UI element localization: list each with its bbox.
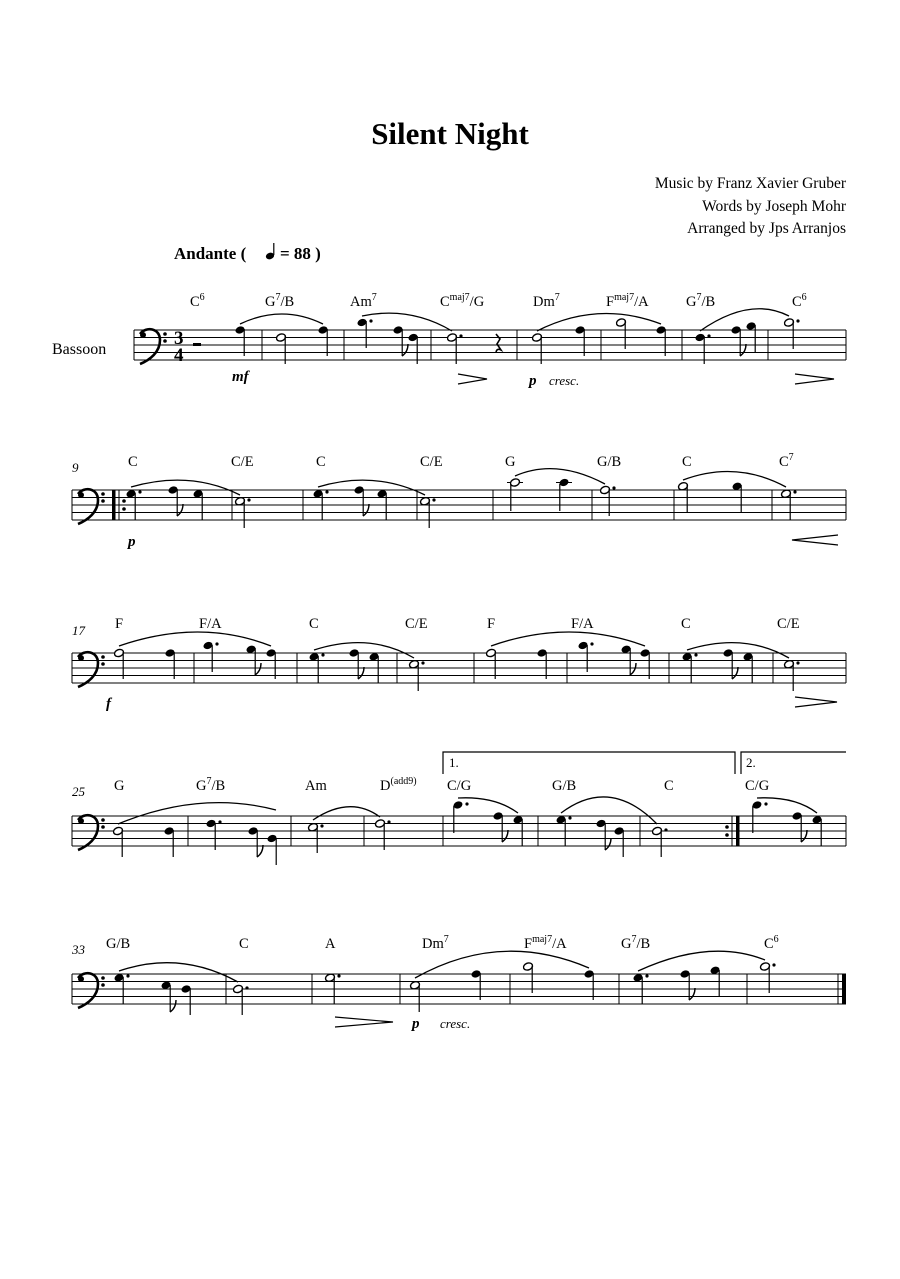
tempo-label: Andante ( (174, 244, 247, 263)
note (266, 648, 277, 679)
score-title: Silent Night (371, 116, 529, 151)
note (165, 648, 176, 679)
note (537, 648, 548, 679)
chord-symbol: F/A (571, 616, 594, 632)
chord-symbol: C/G (745, 778, 770, 794)
note (652, 826, 668, 857)
system-1 (134, 292, 846, 389)
chord-symbols (128, 452, 794, 470)
chord-symbol: $C^6$ (190, 292, 205, 310)
chord-symbol: $G^7/B$ (621, 934, 651, 952)
hairpins (335, 1017, 393, 1027)
note (752, 800, 768, 833)
volta-2-bracket (741, 752, 846, 774)
staff-lines (134, 330, 846, 360)
measure-number: 9 (72, 460, 79, 475)
chord-symbol: $G^7/B$ (265, 292, 295, 310)
volta-2-label: 2. (746, 755, 756, 770)
note (309, 652, 325, 683)
bass-clef-icon (78, 973, 105, 1008)
chord-symbol: A (325, 936, 336, 952)
staff-lines (72, 490, 846, 520)
note (513, 815, 524, 846)
chord-symbol: Dm$^7$ (422, 934, 449, 952)
chord-symbol: C (664, 778, 674, 794)
hairpins (795, 697, 837, 707)
chord-symbol: C (681, 616, 691, 632)
cresc-text: cresc. (549, 373, 580, 388)
dynamic-f: f (106, 696, 111, 712)
note (267, 834, 278, 865)
note (276, 333, 287, 364)
chord-symbol: F (487, 616, 496, 632)
bass-clef-icon (78, 815, 105, 850)
measure-number: 25 (72, 784, 85, 799)
hairpins (792, 535, 838, 545)
chord-symbol: C/G (447, 778, 472, 794)
note (369, 652, 380, 683)
chord-symbol: G (505, 454, 516, 470)
note (325, 973, 341, 1004)
note (556, 478, 572, 511)
chord-symbols (190, 292, 807, 310)
dynamic-p: p (529, 373, 537, 389)
note (532, 333, 543, 364)
note (507, 478, 523, 511)
note (408, 333, 419, 364)
slurs (118, 797, 817, 824)
system-5 (71, 934, 846, 1032)
note (621, 644, 636, 675)
note (746, 321, 757, 352)
chord-symbol: Am (305, 778, 327, 794)
dynamic-mf: mf (232, 369, 249, 385)
chord-symbols (114, 776, 770, 794)
cresc-text: cresc. (440, 1016, 471, 1031)
chord-symbol: C (128, 454, 138, 470)
dynamic-p: p (412, 1016, 420, 1032)
chord-symbol: $D^{(add9)}$ (380, 776, 417, 794)
chord-symbol: $C^7$ (779, 452, 794, 470)
volta-1-bracket (443, 752, 735, 774)
note (556, 815, 572, 846)
note (235, 325, 246, 356)
chord-symbol: Dm$^7$ (533, 292, 560, 310)
note (313, 489, 329, 520)
instrument-name: Bassoon (52, 341, 107, 358)
volta-brackets (443, 752, 846, 774)
measure-number: 17 (72, 623, 85, 638)
measure-number: 33 (72, 942, 85, 957)
note (193, 489, 204, 520)
lyricist-credit: Words by Joseph Mohr (702, 198, 846, 215)
note (486, 648, 497, 679)
hairpins (458, 374, 834, 384)
note (760, 962, 776, 993)
note (812, 815, 823, 846)
note (114, 648, 125, 679)
notes (114, 962, 776, 1015)
chord-symbol: G/B (106, 936, 131, 952)
chord-symbol: C/E (420, 454, 443, 470)
note (614, 826, 625, 857)
chord-symbols (115, 616, 800, 632)
tempo-bpm: = 88 ) (280, 244, 321, 263)
chord-symbol: C (239, 936, 249, 952)
note (246, 644, 261, 675)
note (784, 318, 800, 349)
note (732, 481, 743, 512)
bass-clef-icon (78, 489, 105, 524)
note (453, 800, 469, 833)
chord-symbol: C/E (777, 616, 800, 632)
time-signature-top: 3 (174, 328, 184, 349)
quarter-rest (496, 334, 501, 352)
note (682, 652, 698, 683)
chord-symbol: G/B (597, 454, 622, 470)
bass-clef-icon (78, 652, 105, 687)
note (377, 489, 388, 520)
time-signature-bottom: 4 (174, 345, 184, 366)
note (114, 973, 130, 1004)
note (656, 325, 667, 356)
note (678, 481, 689, 512)
note (164, 826, 175, 857)
notes (113, 800, 823, 865)
chord-symbol: C/E (405, 616, 428, 632)
chord-symbol: $G^7/B$ (686, 292, 716, 310)
volta-1-label: 1. (449, 755, 459, 770)
composer-credit: Music by Franz Xavier Gruber (654, 175, 846, 192)
note (633, 973, 649, 1004)
bass-clef-icon (140, 329, 167, 364)
chord-symbol: $C^{maj7}/G$ (440, 292, 485, 310)
dynamic-p: p (128, 534, 136, 550)
note (233, 984, 249, 1015)
chord-symbol: F/A (199, 616, 222, 632)
system-3 (72, 616, 846, 712)
note (575, 325, 586, 356)
half-rest (193, 343, 201, 346)
chord-symbols (106, 934, 779, 952)
chord-symbol: $G^7/B$ (196, 776, 226, 794)
note (578, 641, 594, 672)
note (584, 969, 595, 1000)
note (743, 652, 754, 683)
chord-symbol: $F^{maj7}/A$ (606, 292, 649, 310)
chord-symbol: $F^{maj7}/A$ (524, 934, 567, 952)
chord-symbol: C/E (231, 454, 254, 470)
note (616, 318, 627, 349)
arranger-credit: Arranged by Jps Arranjos (687, 220, 846, 237)
note (126, 489, 142, 520)
chord-symbol: G/B (552, 778, 577, 794)
slurs (119, 951, 765, 982)
chord-symbol: $C^6$ (764, 934, 779, 952)
chord-symbol: Am$^7$ (350, 292, 377, 310)
chord-symbol: $C^6$ (792, 292, 807, 310)
staff-lines (72, 653, 846, 683)
chord-symbol: G (114, 778, 125, 794)
chord-symbol: F (115, 616, 124, 632)
system-2 (72, 452, 846, 550)
note (308, 822, 324, 853)
note (357, 318, 373, 348)
note (203, 641, 219, 672)
note (523, 962, 534, 993)
note (318, 325, 329, 356)
note (181, 984, 192, 1015)
note (113, 826, 124, 857)
note (781, 489, 797, 520)
note (640, 648, 651, 679)
note (471, 969, 482, 1000)
tempo-marking (174, 243, 321, 263)
quarter-note-icon (265, 243, 275, 260)
system-4 (72, 752, 846, 865)
chord-symbol: C (309, 616, 319, 632)
chord-symbol: C (316, 454, 326, 470)
chord-symbol: C (682, 454, 692, 470)
